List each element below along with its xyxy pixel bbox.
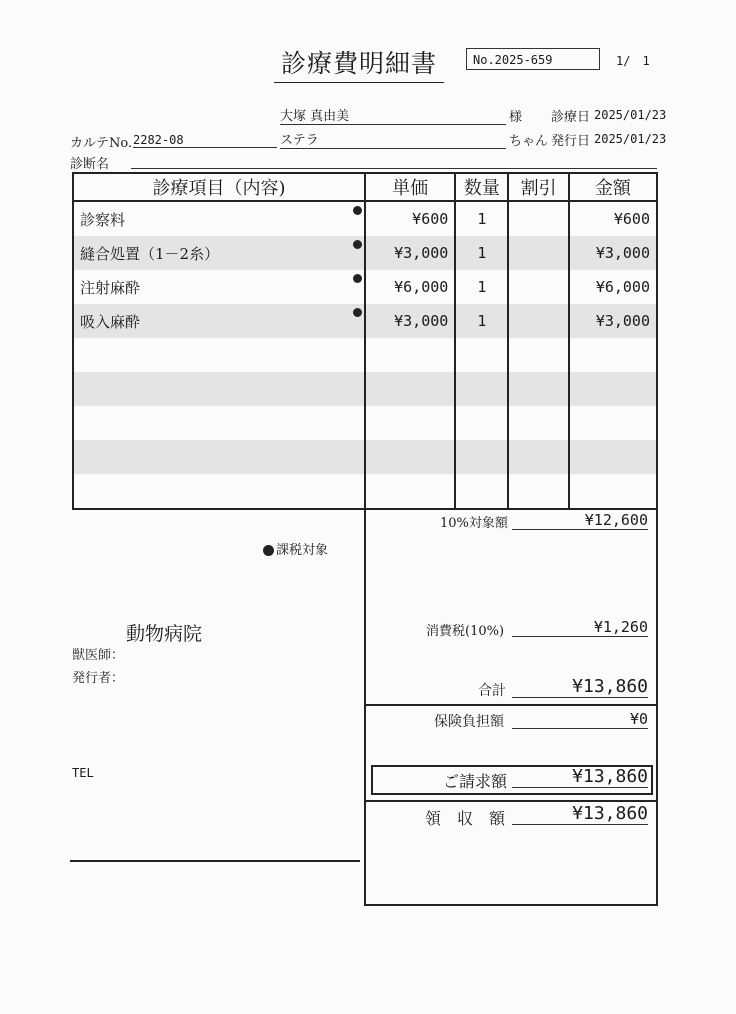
table-header-row xyxy=(73,173,657,201)
karte-number: 2282-08 xyxy=(133,133,277,148)
items-table xyxy=(72,172,658,510)
table-row-empty xyxy=(73,440,657,474)
column-header-discount: 割引 xyxy=(508,173,568,201)
column-header-amount: 金額 xyxy=(569,173,657,201)
taxed-legend-label: 課税対象 xyxy=(276,543,329,558)
unit-price: ¥600 xyxy=(365,201,455,236)
amount: ¥6,000 xyxy=(569,270,657,304)
summary-divider xyxy=(364,704,658,706)
clinic-name: 動物病院 xyxy=(126,623,203,645)
exam-date: 2025/01/23 xyxy=(594,108,667,122)
item-name: 注射麻酔 xyxy=(80,278,141,297)
table-row-empty xyxy=(73,372,657,406)
taxed-marker-icon xyxy=(353,274,362,283)
summary-divider xyxy=(364,800,658,802)
issuer-label: 発行者： xyxy=(72,671,125,686)
table-row xyxy=(73,236,657,270)
column-header-qty: 数量 xyxy=(455,173,508,201)
pet-name: ステラ xyxy=(280,129,506,149)
taxable-value: ¥12,600 xyxy=(512,511,648,530)
item-name: 縫合処置（1－2糸） xyxy=(80,244,220,263)
discount xyxy=(508,201,568,236)
table-row-empty xyxy=(73,338,657,372)
vet-label: 獣医師： xyxy=(72,648,125,663)
discount xyxy=(508,304,568,338)
received-value: ¥13,860 xyxy=(512,803,648,825)
owner-name: 大塚 真由美 xyxy=(280,105,506,125)
taxed-legend xyxy=(263,539,328,558)
document-number: No.2025-659 xyxy=(466,48,600,70)
amount: ¥600 xyxy=(569,201,657,236)
tax-label: 消費税(10%) xyxy=(426,624,505,639)
summary-box xyxy=(364,506,658,906)
item-name: 診察料 xyxy=(80,210,126,229)
table-row xyxy=(73,304,657,338)
item-name: 吸入麻酔 xyxy=(80,312,141,331)
received-label: 領 収 額 xyxy=(425,809,506,828)
unit-price: ¥3,000 xyxy=(365,236,455,270)
exam-date-label: 診療日 xyxy=(551,110,591,125)
unit-price: ¥3,000 xyxy=(365,304,455,338)
diagnosis-label: 診断名 xyxy=(70,157,110,172)
page-number: 1/ 1 xyxy=(616,54,650,68)
quantity: 1 xyxy=(455,236,508,270)
taxed-marker-icon xyxy=(353,308,362,317)
column-header-item: 診療項目（内容) xyxy=(73,173,365,201)
table-row xyxy=(73,201,657,236)
total-value: ¥13,860 xyxy=(512,676,648,698)
issue-date-label: 発行日 xyxy=(551,134,591,149)
tel-label: TEL xyxy=(72,766,94,780)
quantity: 1 xyxy=(455,270,508,304)
column-header-unit: 単価 xyxy=(365,173,455,201)
taxable-label: 10%対象額 xyxy=(440,516,508,531)
quantity: 1 xyxy=(455,201,508,236)
taxed-marker-icon xyxy=(263,545,274,556)
billing-label: ご請求額 xyxy=(443,772,508,791)
discount xyxy=(508,270,568,304)
total-label: 合計 xyxy=(478,683,506,699)
document-title: 診療費明細書 xyxy=(274,44,444,83)
tax-value: ¥1,260 xyxy=(512,618,648,637)
insurance-value: ¥0 xyxy=(512,710,648,729)
table-row xyxy=(73,270,657,304)
taxed-marker-icon xyxy=(353,206,362,215)
billing-value: ¥13,860 xyxy=(512,766,648,788)
discount xyxy=(508,236,568,270)
table-row-empty xyxy=(73,406,657,440)
unit-price: ¥6,000 xyxy=(365,270,455,304)
diagnosis-line xyxy=(131,168,657,169)
karte-label: カルテNo. xyxy=(70,136,133,151)
quantity: 1 xyxy=(455,304,508,338)
taxed-marker-icon xyxy=(353,240,362,249)
owner-suffix: 様 xyxy=(509,110,523,125)
amount: ¥3,000 xyxy=(569,236,657,270)
insurance-label: 保険負担額 xyxy=(434,714,504,730)
table-row-empty xyxy=(73,474,657,509)
amount: ¥3,000 xyxy=(569,304,657,338)
signature-line xyxy=(70,860,360,862)
issue-date: 2025/01/23 xyxy=(594,132,667,146)
pet-suffix: ちゃん xyxy=(509,134,549,149)
